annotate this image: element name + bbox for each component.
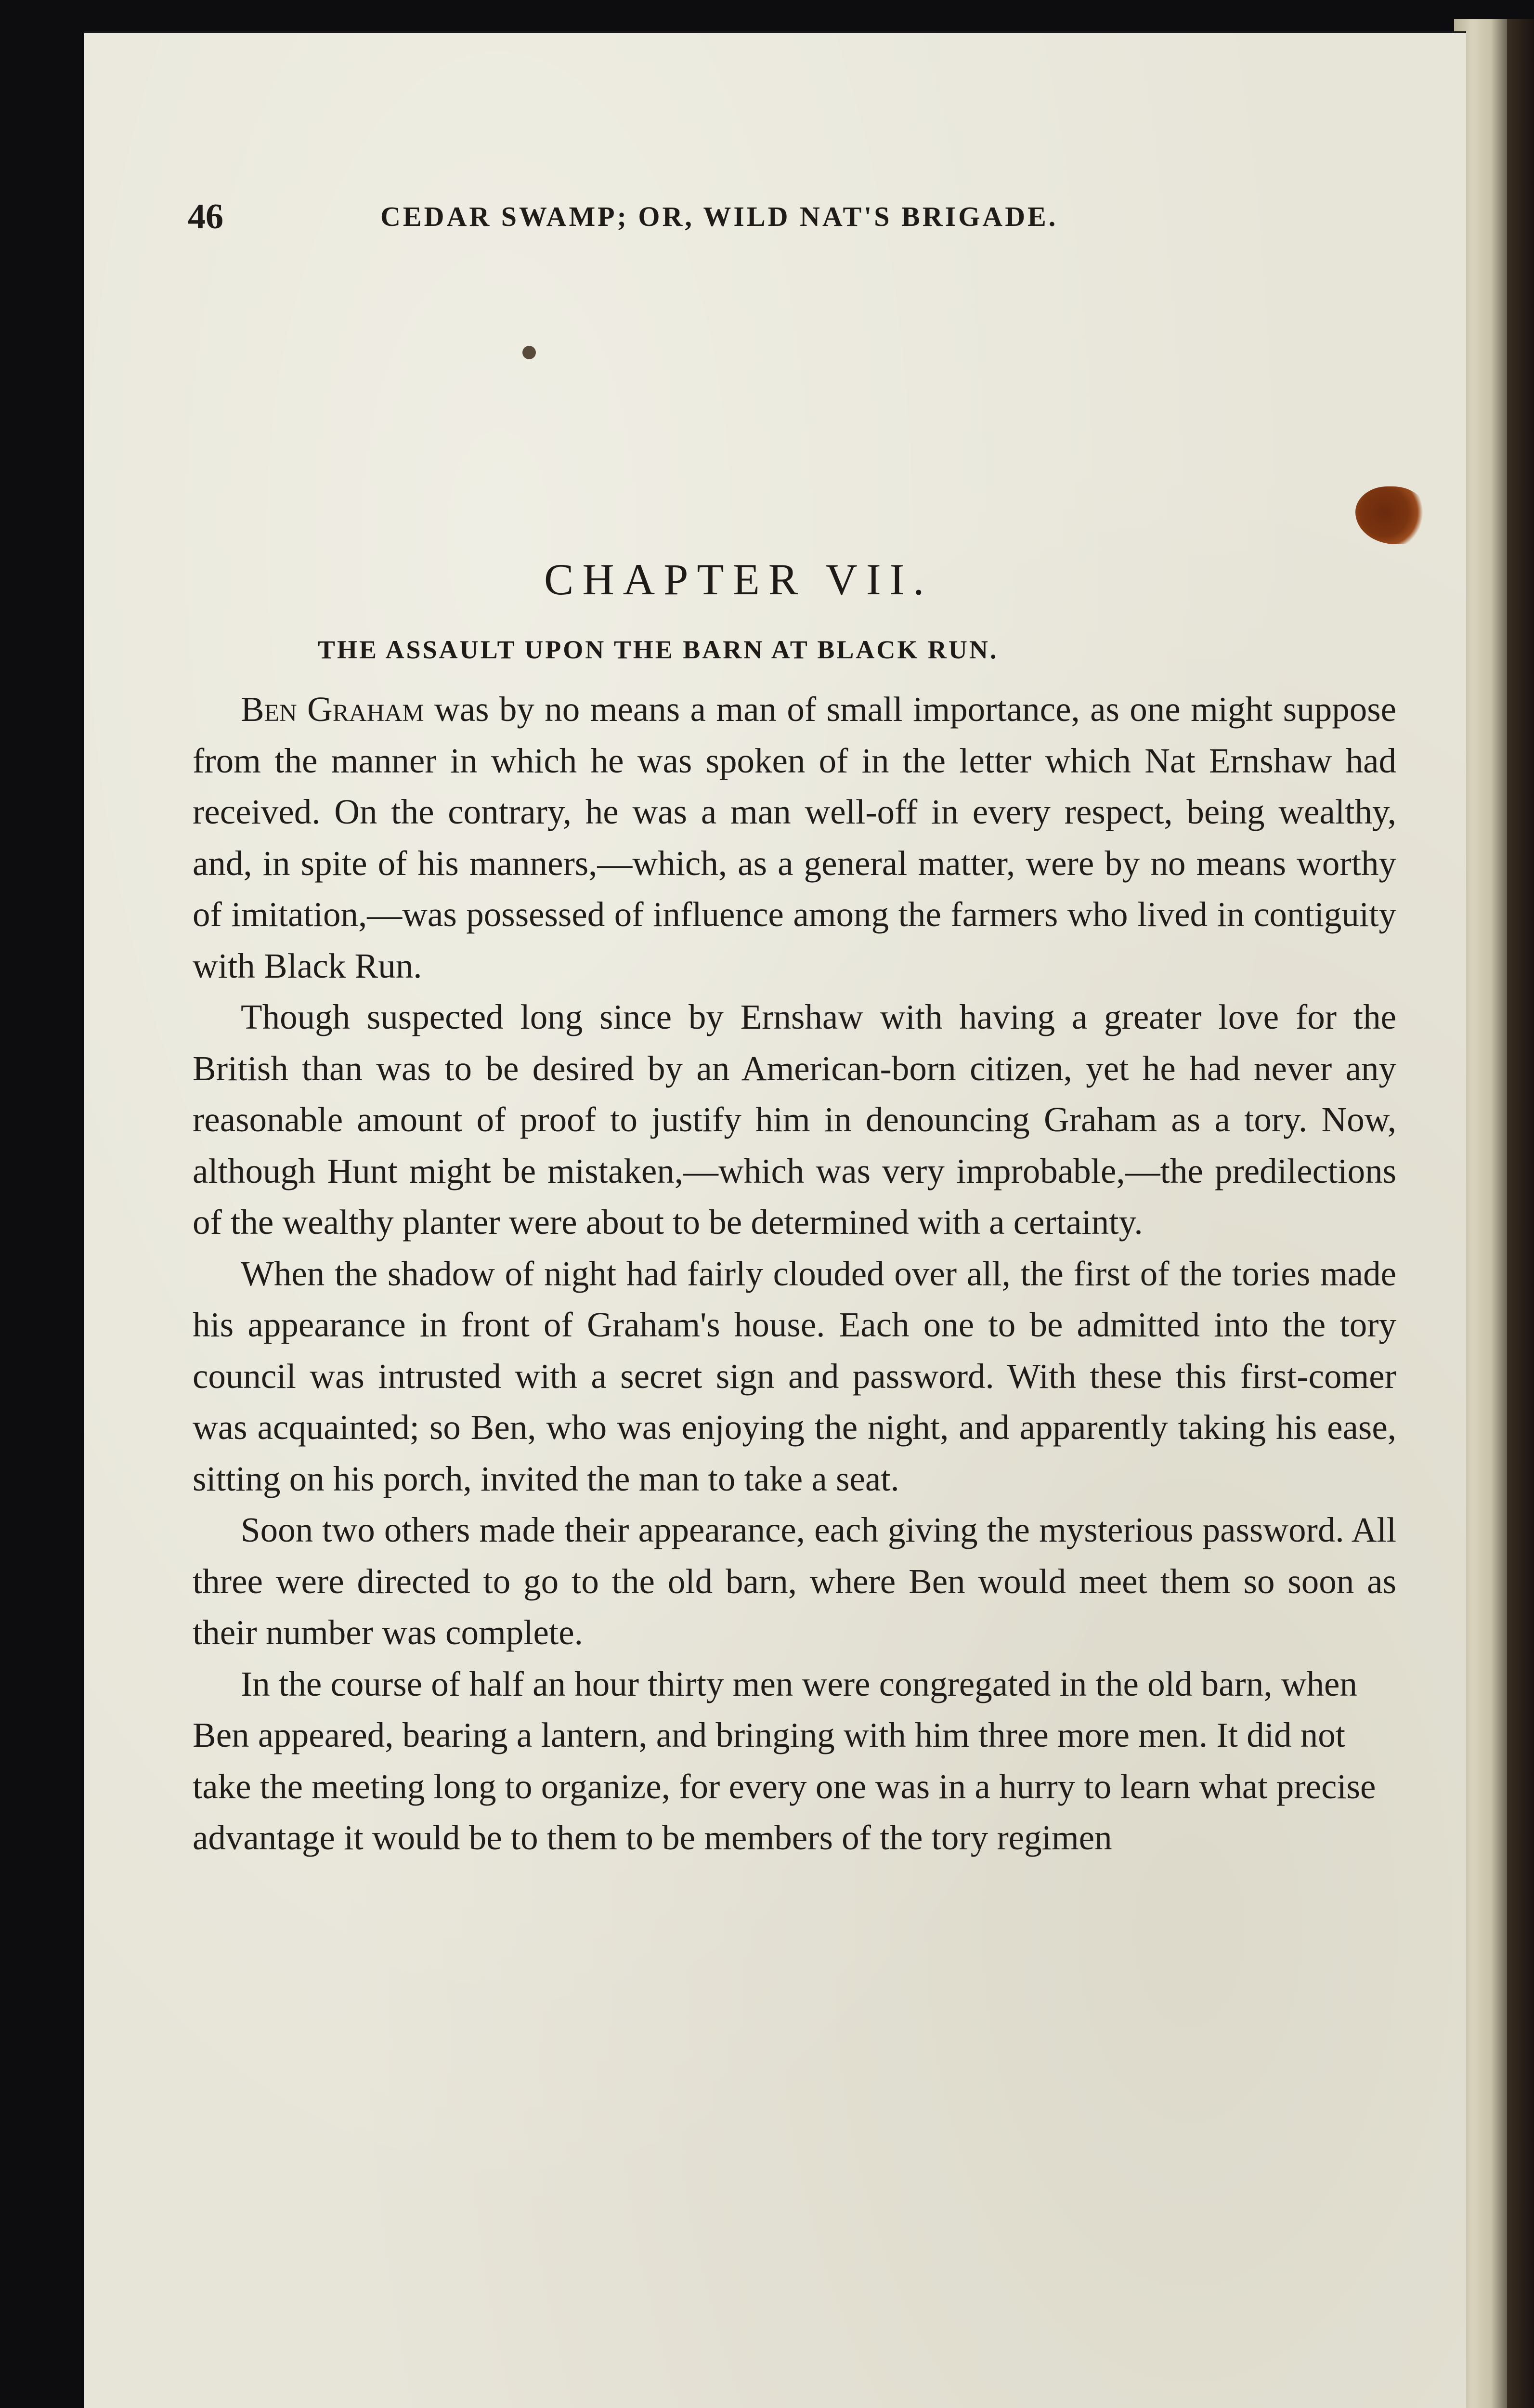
paragraph-text: Though suspected long since by Ernshaw with having a greater love for the British than was to be desired by an American-born citizen, yet he had never any reasonable amount of proof to justify him in denouncing Graham as a tory. Now, although Hunt might be mistaken,—which was very improbable,—the predilections of the wealthy planter were about to be determined with a certainty. bbox=[193, 997, 1396, 1242]
paragraph bbox=[193, 1248, 1396, 1505]
paragraph-lead: Ben Graham bbox=[241, 690, 424, 729]
paper-spot bbox=[522, 346, 536, 359]
chapter-title: CHAPTER VII. bbox=[544, 555, 933, 604]
paragraph-text: Soon two others made their appearance, each giving the mysterious password. All three were directed to go to the old barn, where Ben would meet them so soon as their number was complete. bbox=[193, 1510, 1396, 1652]
paragraph-text: was by no means a man of small importance, as one might suppose from the manner in which he was spoken of in the letter which Nat Ernshaw had received. On the contrary, he was a man well-off in every respect, being wealthy, and, in spite of his manners,—which, as a general matter, were by no means worthy of imitation,—was possessed of influence among the farmers who lived in contiguity with Black Run. bbox=[193, 690, 1397, 985]
running-head bbox=[188, 196, 1213, 240]
paragraph-text: When the shadow of night had fairly clouded over all, the first of the tories made his appearance in front of Graham's house. Each one to be admitted into the tory council was intrusted with a secret sign and password. With these this first-comer was acquainted; so Ben, who was enjoying the night, and apparently taking his ease, sitting on his porch, invited the man to take a seat. bbox=[193, 1254, 1396, 1498]
paragraph bbox=[193, 1659, 1396, 1864]
chapter-subtitle: THE ASSAULT UPON THE BARN AT BLACK RUN. bbox=[318, 635, 999, 664]
page-number: 46 bbox=[188, 197, 223, 236]
body-text bbox=[193, 684, 1396, 1864]
paragraph-text: In the course of half an hour thirty men were congregated in the old barn, when Ben appeared, bearing a lantern, and bringing with him three more men. It did not take the meeting long to organize, for every one was in a hurry to learn what precise advantage it would be to them to be members of the tory regimen bbox=[193, 1664, 1376, 1857]
paragraph bbox=[193, 684, 1396, 992]
book-edge bbox=[1507, 19, 1534, 2408]
paragraph bbox=[193, 1505, 1396, 1659]
paragraph bbox=[193, 992, 1396, 1248]
running-title: CEDAR SWAMP; OR, WILD NAT'S BRIGADE. bbox=[380, 201, 1058, 232]
